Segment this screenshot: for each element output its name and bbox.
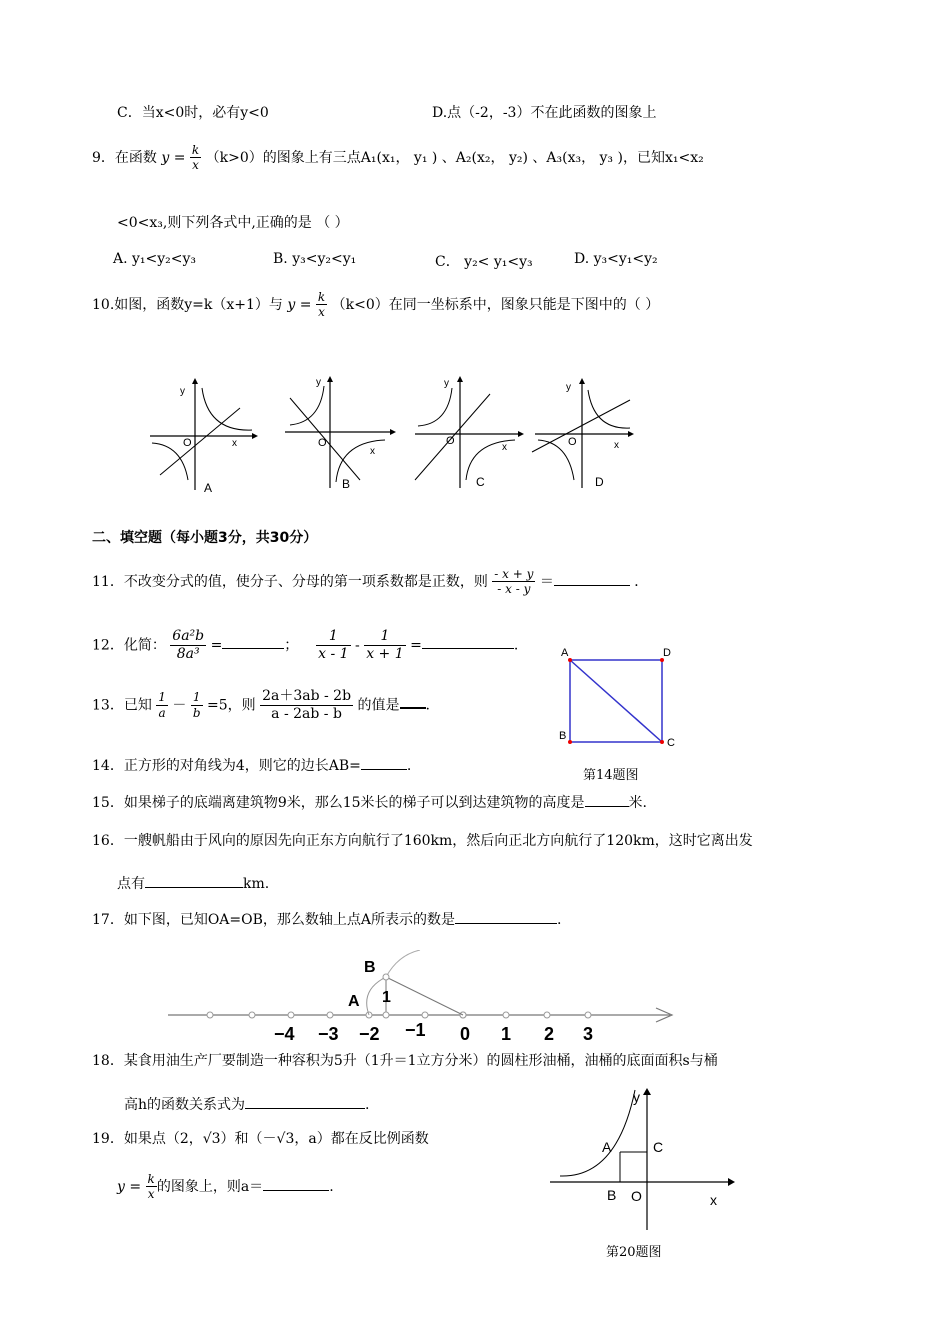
graph-a-x-label: x [232,438,237,449]
q8-option-d: D.点（-2，-3）不在此函数的图象上 [432,105,657,121]
fig20-caption: 第20题图 [606,1245,662,1260]
fig20-label-y: y [633,1089,640,1105]
graph-d-origin: O [568,436,577,448]
fig17-tick-neg3: −3 [318,1024,339,1044]
q12: 12．化简： $\frac{\text{6a²b}}{\text{8a³}}$ = ； $\frac{1}{x - 1}$ - $\frac{1}{x + 1}$ = . [92,628,519,662]
fig17-label-a: A [348,993,360,1010]
fig20-label-o: O [631,1188,642,1204]
graph-a [150,378,258,495]
fig14-caption: 第14题图 [583,768,639,783]
q19-line2: y = $\frac{k}{x}$ 的图象上，则a＝ . [117,1172,334,1202]
q18-line1: 18．某食用油生产厂要制造一种容积为5升（1升＝1立方分米）的圆柱形油桶，油桶的底面面积s与桶 [92,1053,718,1069]
q16-line1: 16．一艘帆船由于风向的原因先向正东方向航行了160km，然后向正北方向航行了120km，这时它离出发 [92,833,753,849]
q18-line2: 高h的函数关系式为 . [124,1097,370,1113]
fig17-tick-0: 0 [460,1024,471,1044]
q9-stem: 9．在函数 y = $\frac{k}{x}$ （k>0）的图象上有三点A₁(x₁， y₁ ) 、A₂(x₂， y₂) 、A₃(x₃， y₃ )，已知x₁<x₂ [92,143,704,173]
graph-d [532,378,634,489]
graph-a-y-label: y [180,386,185,397]
q9-stem-line2: <0<x₃,则下列各式中,正确的是 （ ） [117,215,349,231]
q10-stem: 10.如图，函数y=k（x+1）与 y = $\frac{k}{x}$ （k<0）在同一坐标系中，图象只能是下图中的（ ） [92,290,660,320]
fig17-tick-3: 3 [583,1024,594,1044]
graph-b-x-label: x [370,446,375,457]
fig14-label-d: D [663,647,671,659]
graph-b-label: B [342,477,351,491]
fig20-label-c: C [653,1139,664,1155]
q9-option-a: A. y₁<y₂<y₃ [113,251,197,267]
q14-answer-blank[interactable] [361,769,407,770]
fig14-label-a: A [561,647,569,659]
fig20 [545,1080,745,1240]
q9-option-d: D. y₃<y₁<y₂ [574,251,658,267]
graph-c [415,376,524,489]
fig20-label-a: A [602,1139,612,1155]
q12-answer-blank-2[interactable] [422,648,514,649]
graph-c-label: C [476,475,485,489]
graph-d-y-label: y [566,382,571,393]
q19-answer-blank[interactable] [263,1190,329,1191]
fig20-label-b: B [607,1187,617,1203]
q13-answer-blank[interactable] [400,707,426,709]
fig17-tick-neg1: −1 [405,1020,426,1040]
q8-option-c: C．当x<0时，必有y<0 [117,105,269,121]
graph-c-x-label: x [502,442,507,453]
q13: 13．已知 $\frac{1}{a}$ － $\frac{1}{b}$ =5，则 $\frac{2a+3ab - 2b}{a - 2ab - b}$ 的值是 . [92,688,430,722]
graph-b-y-label: y [316,377,321,388]
q10-graphs [140,370,660,500]
q19-line1: 19．如果点（2，√3）和（－√3，a）都在反比例函数 [92,1131,429,1147]
fig17-tick-neg2: −2 [359,1024,380,1044]
fig17-tick-neg4: −4 [274,1024,295,1044]
q11: 11．不改变分式的值，使分子、分母的第一项系数都是正数，则 $\frac{- x + y}{- x - y}$ ＝ ． [92,567,649,597]
fig17-tick-1: 1 [501,1024,512,1044]
fig20-label-x: x [710,1192,717,1208]
graph-d-label: D [595,475,604,489]
q9-option-b: B. y₃<y₂<y₁ [273,251,357,267]
graph-b-origin: O [318,437,327,449]
q9-option-c: C． y₂< y₁<y₃ [435,254,533,270]
fig17-tick-2: 2 [544,1024,555,1044]
q12-answer-blank-1[interactable] [222,648,284,649]
fig14-label-b: B [559,730,567,742]
graph-d-x-label: x [614,440,619,451]
q11-answer-blank[interactable] [554,585,630,586]
q14: 14．正方形的对角线为4，则它的边长AB= . [92,758,412,774]
graph-b [285,376,396,491]
fig17 [160,950,680,1045]
q16-line2: 点有 km. [117,876,270,892]
q16-answer-blank[interactable] [145,887,243,888]
q15: 15．如果梯子的底端离建筑物9米，那么15米长的梯子可以到达建筑物的高度是 米. [92,795,647,811]
fig14-label-c: C [667,737,675,749]
q18-answer-blank[interactable] [245,1108,365,1109]
fig17-label-b: B [364,959,376,976]
graph-a-origin: O [183,437,192,449]
fig17-label-one: 1 [382,989,391,1006]
q15-answer-blank[interactable] [585,806,629,807]
graph-c-y-label: y [444,378,449,389]
graph-a-label: A [204,481,213,495]
section-2-title: 二、填空题（每小题3分，共30分） [92,530,318,546]
graph-c-origin: O [446,435,455,447]
q17: 17．如下图，已知OA=OB，那么数轴上点A所表示的数是 . [92,912,562,928]
q17-answer-blank[interactable] [455,923,557,924]
